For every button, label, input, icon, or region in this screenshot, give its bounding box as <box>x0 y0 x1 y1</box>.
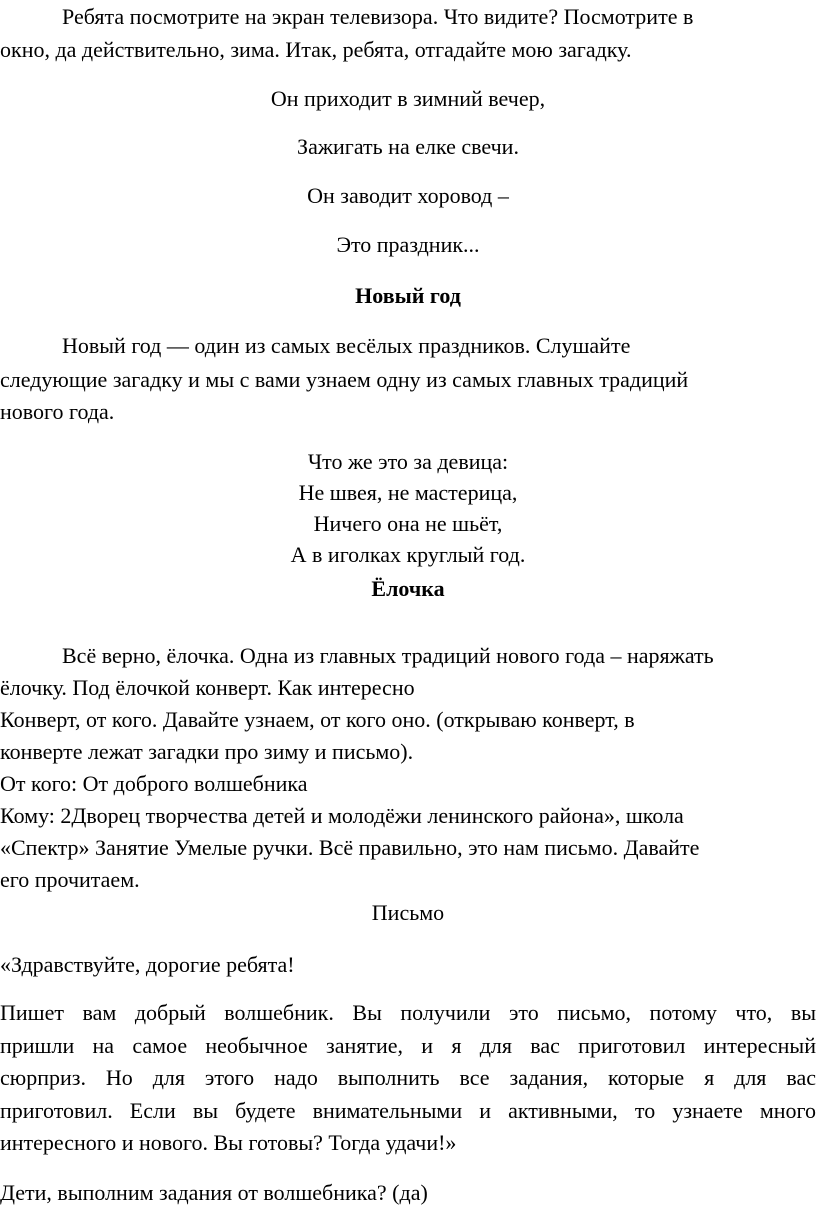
para3-line-4: конверте лежат загадки про зиму и письмо). <box>0 739 414 764</box>
riddle1-line-4: Это праздник... <box>336 232 480 257</box>
para3-line-1: Всё верно, ёлочка. Одна из главных традиций нового года – наряжать <box>62 643 714 668</box>
para3-line-6: Кому: 2Дворец творчества детей и молодёжи ленинского района», школа <box>0 803 684 828</box>
intro-line-1: Ребята посмотрите на экран телевизора. Что видите? Посмотрите в <box>62 4 694 29</box>
para3-line-3: Конверт, от кого. Давайте узнаем, от кого оно. (открываю конверт, в <box>0 707 635 732</box>
para3-line-2: ёлочку. Под ёлочкой конверт. Как интересно <box>0 675 415 700</box>
riddle2-line-1: Что же это за девица: <box>307 449 509 474</box>
letter-body-line-4: приготовил. Если вы будете внимательными и активными, то узнаете много <box>0 1098 816 1123</box>
para2-line-3: нового года. <box>0 399 115 424</box>
para2-line-2: следующие загадку и мы с вами узнаем одну из самых главных традиций <box>0 367 689 392</box>
letter-body-line-2: пришли на самое необычное занятие, и я для вас приготовил интересный <box>0 1033 816 1058</box>
letter-body-line-1: Пишет вам добрый волшебник. Вы получили это письмо, потому что, вы <box>0 1000 816 1025</box>
riddle2-line-4: А в иголках круглый год. <box>290 542 526 567</box>
para3-line-7: «Спектр» Занятие Умелые ручки. Всё правильно, это нам письмо. Давайте <box>0 835 700 860</box>
letter-body-line-5: интересного и нового. Вы готовы? Тогда удачи!» <box>0 1130 457 1155</box>
riddle2-answer: Ёлочка <box>371 576 445 601</box>
letter-body-line-3: сюрприз. Но для этого надо выполнить все задания, которые я для вас <box>0 1065 816 1090</box>
riddle1-answer: Новый год <box>355 283 461 308</box>
riddle1-line-1: Он приходит в зимний вечер, <box>270 86 546 111</box>
riddle2-line-3: Ничего она не шьёт, <box>313 511 503 536</box>
para2-line-1: Новый год — один из самых весёлых праздников. Слушайте <box>62 333 631 358</box>
para3-line-5: От кого: От доброго волшебника <box>0 771 308 796</box>
letter-greeting: «Здравствуйте, дорогие ребята! <box>0 952 295 977</box>
closing-line: Дети, выполним задания от волшебника? (да) <box>0 1180 428 1205</box>
riddle2-line-2: Не швея, не мастерица, <box>298 480 518 505</box>
riddle1-line-2: Зажигать на елке свечи. <box>297 134 519 159</box>
letter-title: Письмо <box>371 900 445 925</box>
para3-line-8: его прочитаем. <box>0 867 140 892</box>
riddle1-line-3: Он заводит хоровод – <box>307 183 509 208</box>
intro-line-2: окно, да действительно, зима. Итак, ребята, отгадайте мою загадку. <box>0 37 632 62</box>
